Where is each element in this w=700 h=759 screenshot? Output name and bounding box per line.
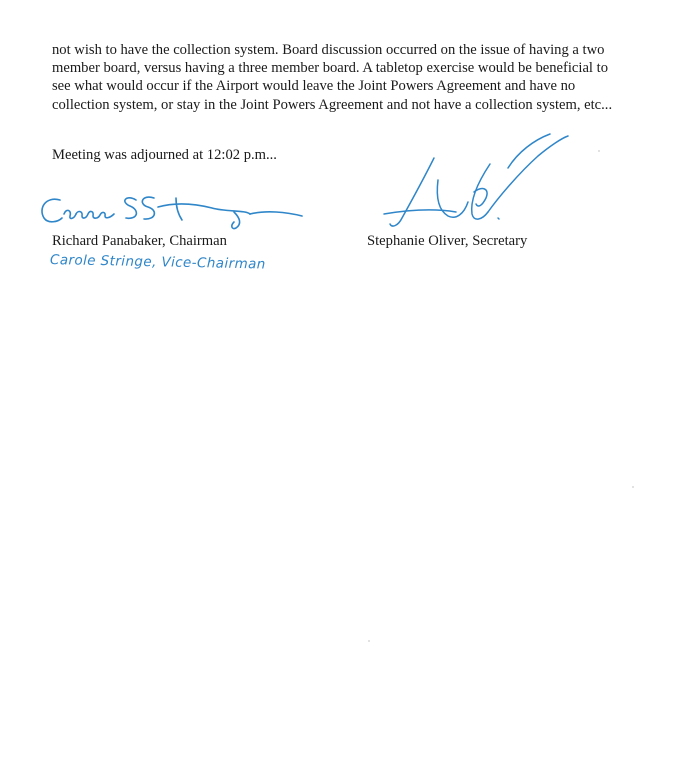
paragraph-line: collection system, or stay in the Joint Powers Agreement and not have a collection system, etc... <box>52 96 613 113</box>
secretary-signature <box>378 128 578 238</box>
vice-chairman-handwritten-name: Carole Stringe, Vice-Chairman <box>49 252 266 273</box>
minutes-paragraph <box>52 41 652 114</box>
scan-speck <box>632 486 634 488</box>
vice-chairman-signature <box>36 192 306 232</box>
scan-speck <box>368 640 370 642</box>
chairman-name: Richard Panabaker, Chairman <box>52 233 227 249</box>
paragraph-line: member board, versus having a three member board. A tabletop exercise would be beneficial to <box>52 60 608 77</box>
paragraph-line: see what would occur if the Airport would leave the Joint Powers Agreement and have no <box>52 78 576 95</box>
secretary-name: Stephanie Oliver, Secretary <box>367 233 528 249</box>
scan-speck <box>598 150 600 152</box>
paragraph-line: not wish to have the collection system. Board discussion occurred on the issue of having a two <box>52 42 605 58</box>
adjournment-statement: Meeting was adjourned at 12:02 p.m... <box>52 147 277 163</box>
